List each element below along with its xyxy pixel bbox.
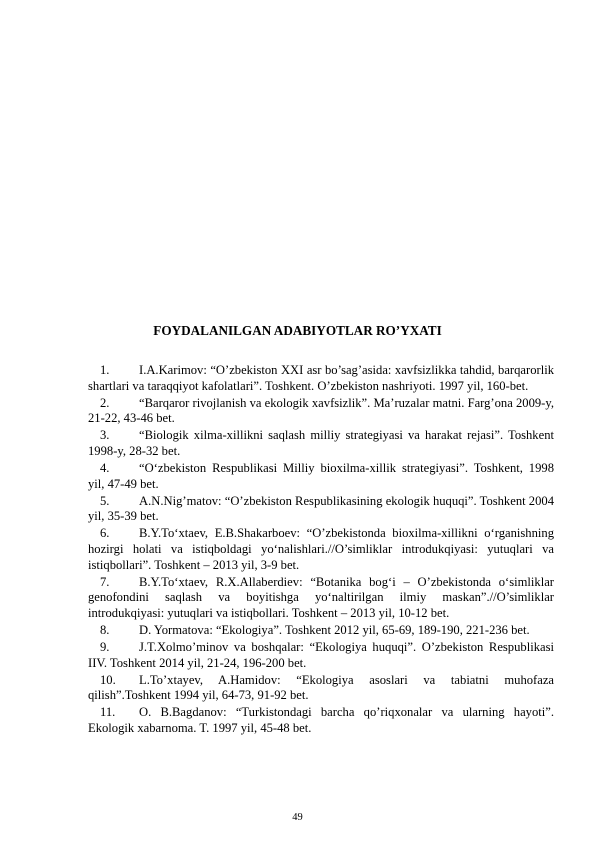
- reference-number: 2.: [100, 395, 110, 410]
- reference-number: 8.: [100, 623, 110, 637]
- reference-text: B.Y.To‘xtaev, R.X.Allaberdiev: “Botanika bog‘i – O’zbekistonda o‘simliklar genofondini saqlash va boyitishga yo‘naltirilgan ilmiy maskan”.//O’simliklar introdukqiyasi: yutuqlari va istiqbollari. Toshkent – 2013 yil, 10-12 bet.: [88, 574, 554, 620]
- reference-item: [88, 494, 554, 525]
- reference-text: J.T.Xolmo’minov va boshqalar: “Ekologiya huquqi”. O’zbekiston Respublikasi IIV. Toshkent 2014 yil, 21-24, 196-200 bet.: [88, 640, 554, 670]
- reference-text: B.Y.To‘xtaev, E.B.Shakarboev: “O’zbekistonda bioxilma-xillikni o‘rganishning hozirgi holati va istiqboldagi yo‘nalishlari.//O’simliklar introdukqiyasi: yutuqlari va istiqbollari”. Toshkent – 2013 yil, 3-9 bet.: [88, 526, 554, 572]
- reference-text: “Barqaror rivojlanish va ekologik xavfsizlik”. Ma’ruzalar matni. Farg’ona 2009-y, 21-22, 43-46 bet.: [88, 395, 554, 426]
- reference-number: 7.: [100, 574, 110, 589]
- reference-text: D. Yormatova: “Ekologiya”. Toshkent 2012 yil, 65-69, 189-190, 221-236 bet.: [139, 623, 530, 637]
- reference-number: 11.: [100, 705, 116, 720]
- reference-text: O. B.Bagdanov: “Turkistondagi barcha qo’riqxonalar va ularning hayoti”. Ekologik xabarnoma. T. 1997 yil, 45-48 bet.: [88, 705, 554, 736]
- reference-number: 9.: [100, 640, 110, 655]
- reference-number: 5.: [100, 493, 110, 508]
- reference-item: [88, 363, 554, 394]
- reference-item: [88, 640, 554, 671]
- reference-text: “Biologik xilma-xillikni saqlash milliy strategiyasi va harakat rejasi”. Toshkent 1998-y, 28-32 bet.: [88, 428, 554, 458]
- reference-item: [88, 428, 554, 459]
- reference-text: L.To’xtayev, A.Hamidov: “Ekologiya asoslari va tabiatni muhofaza qilish”.Toshkent 1994 yil, 64-73, 91-92 bet.: [88, 672, 554, 703]
- reference-item: [88, 526, 554, 573]
- reference-item: [88, 673, 554, 704]
- reference-text: “O‘zbekiston Respublikasi Milliy bioxilma-xillik strategiyasi”. Toshkent, 1998 yil, 47-49 bet.: [88, 461, 554, 491]
- reference-number: 3.: [100, 428, 110, 443]
- reference-item: [88, 623, 554, 639]
- reference-number: 1.: [100, 363, 110, 377]
- reference-number: 10.: [100, 672, 116, 687]
- reference-number: 4.: [100, 461, 110, 476]
- page-title: FOYDALANILGAN ADABIYOTLAR RO’YXATI: [153, 323, 442, 338]
- reference-item: [88, 461, 554, 492]
- reference-item: [88, 705, 554, 736]
- reference-list: [88, 363, 554, 738]
- reference-text: A.N.Nig’matov: “O’zbekiston Respublikasining ekologik huquqi”. Toshkent 2004 yil, 35-39 bet.: [88, 493, 554, 524]
- reference-item: [88, 396, 554, 427]
- page-number: 49: [292, 812, 303, 823]
- reference-text: I.A.Karimov: “O’zbekiston XXI asr bo’sag’asida: xavfsizlikka tahdid, barqarorlik shartlari va taraqqiyot kafolatlari”. Toshkent. O’zbekiston nashriyoti. 1997 yil, 160-bet.: [88, 363, 554, 393]
- reference-number: 6.: [100, 526, 110, 541]
- reference-item: [88, 575, 554, 622]
